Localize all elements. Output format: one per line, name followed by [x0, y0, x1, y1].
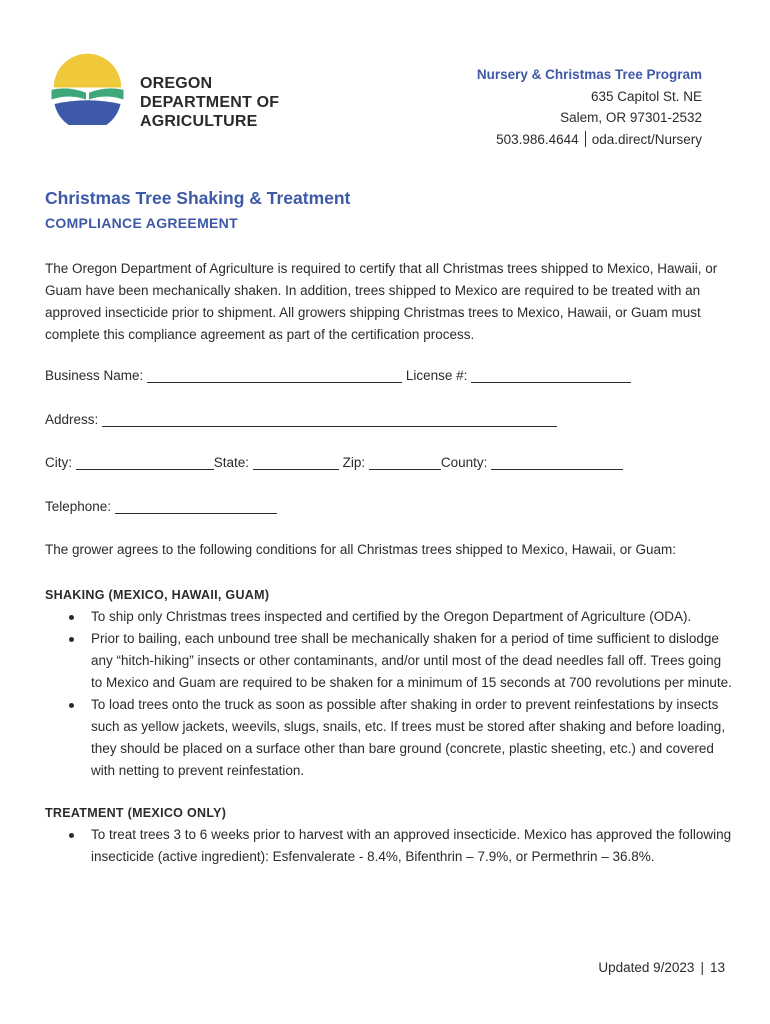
list-item: To load trees onto the truck as soon as possible after shaking in order to prevent reinfestations by insects such as yellow jackets, weevils, slugs, snails, etc. If trees must be stored after shaking and before loading, they should be placed on a surface other than bare ground (concrete, plastic sheeting, etc.) and covered with netting to prevent reinfestation.	[45, 694, 735, 782]
list-item: To ship only Christmas trees inspected and certified by the Oregon Department of Agriculture (ODA).	[45, 606, 735, 628]
zip-label: Zip:	[342, 455, 366, 470]
city-field[interactable]	[76, 455, 214, 470]
divider	[585, 131, 586, 147]
street-address: 635 Capitol St. NE	[590, 88, 702, 104]
state-label: State:	[213, 455, 250, 470]
license-field[interactable]	[471, 368, 631, 383]
business-name-label: Business Name:	[45, 368, 144, 383]
phone-number: 503.986.4644	[496, 131, 579, 147]
state-field[interactable]	[253, 455, 339, 470]
web-link[interactable]: oda.direct/Nursery	[591, 131, 702, 147]
contact-block	[477, 64, 702, 150]
address-field[interactable]	[102, 412, 557, 427]
telephone-field[interactable]	[115, 499, 277, 514]
page-number: 13	[709, 960, 725, 975]
document-title: Christmas Tree Shaking & Treatment	[45, 188, 351, 208]
logo-line-3: AGRICULTURE	[140, 113, 258, 130]
intro-paragraph: The Oregon Department of Agriculture is required to certify that all Christmas trees shipped to Mexico, Hawaii, or Guam have been mechanically shaken. In addition, trees shipped to Mexico are required to be treated with an approved insecticide prior to shipment. All growers shipping Christmas trees to Mexico, Hawaii, or Guam must complete this compliance agreement as part of the certification process.	[45, 261, 718, 342]
city-state-zip-county-row	[45, 455, 623, 470]
business-license-row	[45, 368, 631, 383]
updated-date: Updated 9/2023	[598, 960, 695, 975]
shaking-heading: SHAKING (MEXICO, HAWAII, GUAM)	[45, 588, 270, 602]
document-subtitle: COMPLIANCE AGREEMENT	[45, 215, 238, 231]
logo-line-1: OREGON	[140, 75, 213, 92]
county-field[interactable]	[491, 455, 623, 470]
oda-logo	[50, 50, 125, 125]
logo-wordmark	[140, 74, 279, 131]
list-item: To treat trees 3 to 6 weeks prior to harvest with an approved insecticide. Mexico has approved the following insecticide (active ingredient): Esfenvalerate - 8.4%, Bifenthrin – 7.9%, or Permethrin – 36.8%.	[45, 824, 735, 868]
address-label: Address:	[45, 412, 99, 427]
program-name: Nursery & Christmas Tree Program	[476, 67, 702, 82]
telephone-label: Telephone:	[45, 499, 112, 514]
shaking-list	[45, 606, 735, 782]
county-label: County:	[440, 455, 488, 470]
city-label: City:	[45, 455, 72, 470]
telephone-row	[45, 499, 277, 514]
city-state-zip: Salem, OR 97301-2532	[560, 110, 702, 125]
page-footer	[598, 960, 725, 975]
license-label: License #:	[405, 368, 468, 383]
business-name-field[interactable]	[147, 368, 402, 383]
footer-separator: |	[700, 960, 704, 975]
phone-web-line	[477, 129, 702, 151]
address-row	[45, 412, 557, 427]
agreement-intro: The grower agrees to the following conditions for all Christmas trees shipped to Mexico, Hawaii, or Guam:	[45, 542, 677, 557]
treatment-list	[45, 824, 735, 868]
zip-field[interactable]	[369, 455, 441, 470]
logo-line-2: DEPARTMENT OF	[140, 94, 280, 111]
treatment-heading: TREATMENT (MEXICO ONLY)	[45, 806, 227, 820]
list-item: Prior to bailing, each unbound tree shall be mechanically shaken for a period of time sufficient to dislodge any “hitch-hiking” insects or other contaminants, and/or until most of the dead needles fall off. Trees going to Mexico and Guam are required to be shaken for a minimum of 15 seconds at 700 revolutions per minute.	[45, 628, 735, 694]
